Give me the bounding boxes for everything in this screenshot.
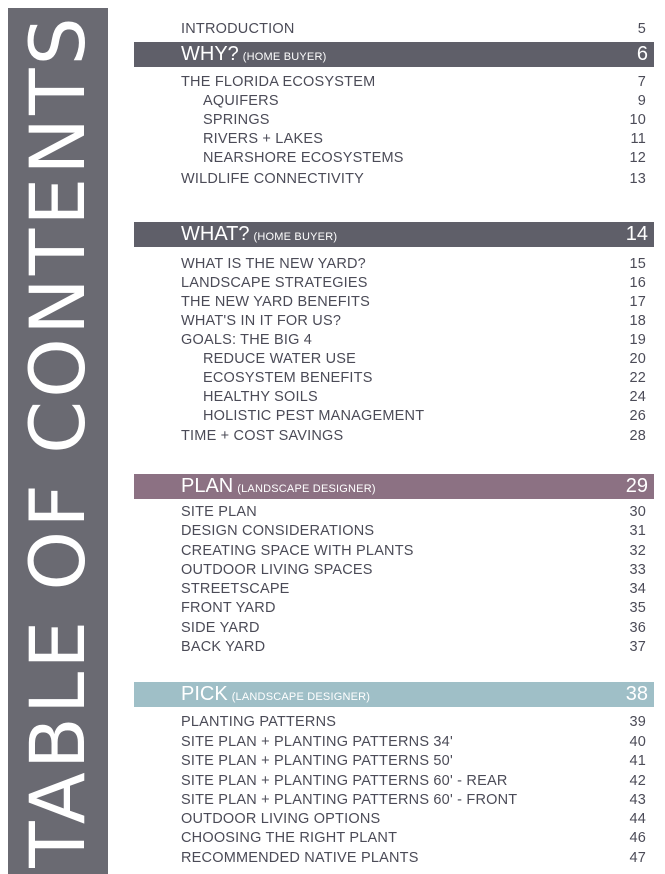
toc-entry[interactable] xyxy=(203,350,646,369)
entry-page: 9 xyxy=(637,93,646,109)
entry-page: 35 xyxy=(629,600,646,616)
entry-label: RIVERS + LAKES xyxy=(203,131,324,147)
toc-entry[interactable] xyxy=(181,580,646,599)
entry-label: DESIGN CONSIDERATIONS xyxy=(181,523,375,539)
entry-page: 24 xyxy=(629,389,646,405)
toc-entry[interactable] xyxy=(203,111,646,130)
entry-page: 37 xyxy=(629,639,646,655)
section-header-what[interactable] xyxy=(134,222,654,247)
section-page: 6 xyxy=(636,43,648,65)
toc-entry[interactable] xyxy=(181,752,646,771)
section-role: (HOME BUYER) xyxy=(253,231,338,243)
entry-page: 39 xyxy=(629,714,646,730)
entry-label: OUTDOOR LIVING OPTIONS xyxy=(181,811,381,827)
entry-label: HOLISTIC PEST MANAGEMENT xyxy=(203,408,425,424)
section-title: PLAN xyxy=(181,475,234,497)
entry-page: 31 xyxy=(629,523,646,539)
entry-page: 15 xyxy=(629,256,646,272)
entry-label: SITE PLAN xyxy=(181,504,257,520)
toc-entry[interactable] xyxy=(181,713,646,732)
toc-entry[interactable] xyxy=(181,772,646,791)
entry-page: 22 xyxy=(629,370,646,386)
entry-page: 11 xyxy=(630,131,646,147)
entry-label: ECOSYSTEM BENEFITS xyxy=(203,370,373,386)
entry-page: 28 xyxy=(629,428,646,444)
entry-label: SIDE YARD xyxy=(181,620,260,636)
entry-page: 30 xyxy=(629,504,646,520)
entry-page: 13 xyxy=(629,171,646,187)
entry-label: RECOMMENDED NATIVE PLANTS xyxy=(181,850,419,866)
entry-label: OUTDOOR LIVING SPACES xyxy=(181,562,373,578)
entry-label: NEARSHORE ECOSYSTEMS xyxy=(203,150,404,166)
entry-label: LANDSCAPE STRATEGIES xyxy=(181,275,368,291)
entry-label: CHOOSING THE RIGHT PLANT xyxy=(181,830,398,846)
toc-entry[interactable] xyxy=(181,791,646,810)
toc-entry[interactable] xyxy=(181,293,646,312)
entry-label: THE FLORIDA ECOSYSTEM xyxy=(181,74,376,90)
toc-entry[interactable] xyxy=(181,274,646,293)
entry-page: 47 xyxy=(629,850,646,866)
entry-page: 12 xyxy=(629,150,646,166)
entry-page: 34 xyxy=(629,581,646,597)
entry-label: SITE PLAN + PLANTING PATTERNS 60' - REAR xyxy=(181,773,508,789)
entry-label: SITE PLAN + PLANTING PATTERNS 34' xyxy=(181,734,453,750)
entry-page: 19 xyxy=(629,332,646,348)
entry-label: WHAT'S IN IT FOR US? xyxy=(181,313,342,329)
section-page: 38 xyxy=(625,683,648,705)
section-role: (HOME BUYER) xyxy=(242,51,327,63)
entry-label: STREETSCAPE xyxy=(181,581,290,597)
section-role: (LANDSCAPE DESIGNER) xyxy=(237,483,376,495)
toc-entry[interactable] xyxy=(181,542,646,561)
toc-entry[interactable] xyxy=(181,810,646,829)
section-page: 14 xyxy=(625,223,648,245)
section-header-pick[interactable] xyxy=(134,682,654,707)
toc-entry[interactable] xyxy=(203,130,646,149)
entry-label: THE NEW YARD BENEFITS xyxy=(181,294,370,310)
entry-label: SITE PLAN + PLANTING PATTERNS 60' - FRONT xyxy=(181,792,518,808)
entry-label: BACK YARD xyxy=(181,639,266,655)
toc-entry[interactable] xyxy=(203,369,646,388)
section-header-why[interactable] xyxy=(134,42,654,67)
entry-label: SPRINGS xyxy=(203,112,270,128)
section-title: PICK xyxy=(181,683,228,705)
toc-entry[interactable] xyxy=(181,255,646,274)
entry-label: TIME + COST SAVINGS xyxy=(181,428,344,444)
entry-page: 10 xyxy=(629,112,646,128)
entry-label: GOALS: THE BIG 4 xyxy=(181,332,313,348)
toc-entry-introduction[interactable] xyxy=(181,20,646,39)
entry-label: PLANTING PATTERNS xyxy=(181,714,337,730)
entry-page: 26 xyxy=(629,408,646,424)
entry-page: 43 xyxy=(629,792,646,808)
toc-entry[interactable] xyxy=(181,503,646,522)
entry-page: 40 xyxy=(629,734,646,750)
section-header-plan[interactable] xyxy=(134,474,654,499)
entry-page: 7 xyxy=(637,74,646,90)
entry-page: 33 xyxy=(629,562,646,578)
entry-label: HEALTHY SOILS xyxy=(203,389,318,405)
entry-page: 44 xyxy=(629,811,646,827)
toc-entry[interactable] xyxy=(203,92,646,111)
toc-entry[interactable] xyxy=(181,170,646,189)
entry-page: 32 xyxy=(629,543,646,559)
toc-entry[interactable] xyxy=(181,331,646,350)
entry-page: 5 xyxy=(637,21,646,37)
entry-page: 17 xyxy=(629,294,646,310)
toc-entry[interactable] xyxy=(181,599,646,618)
entry-label: FRONT YARD xyxy=(181,600,276,616)
entry-page: 20 xyxy=(629,351,646,367)
entry-page: 46 xyxy=(629,830,646,846)
entry-label: REDUCE WATER USE xyxy=(203,351,357,367)
entry-label: SITE PLAN + PLANTING PATTERNS 50' xyxy=(181,753,453,769)
entry-page: 41 xyxy=(629,753,646,769)
toc-entry[interactable] xyxy=(181,733,646,752)
entry-label: CREATING SPACE WITH PLANTS xyxy=(181,543,414,559)
entry-label: INTRODUCTION xyxy=(181,21,295,37)
toc-entry[interactable] xyxy=(181,619,646,638)
toc-entry[interactable] xyxy=(181,522,646,541)
toc-entry[interactable] xyxy=(181,638,646,657)
entry-label: WILDLIFE CONNECTIVITY xyxy=(181,171,365,187)
toc-entry[interactable] xyxy=(181,561,646,580)
toc-entry[interactable] xyxy=(181,312,646,331)
entry-page: 42 xyxy=(629,773,646,789)
section-title: WHAT? xyxy=(181,223,250,245)
toc-entry[interactable] xyxy=(181,849,646,868)
entry-label: AQUIFERS xyxy=(203,93,279,109)
toc-entry[interactable] xyxy=(181,829,646,848)
section-role: (LANDSCAPE DESIGNER) xyxy=(231,691,371,703)
toc-entry[interactable] xyxy=(203,388,646,407)
entry-page: 18 xyxy=(629,313,646,329)
toc-entry[interactable] xyxy=(181,73,646,92)
section-title: WHY? xyxy=(181,43,239,65)
toc-entry[interactable] xyxy=(203,149,646,168)
entry-page: 36 xyxy=(629,620,646,636)
entry-page: 16 xyxy=(629,275,646,291)
toc-entry[interactable] xyxy=(181,427,646,446)
toc-entry[interactable] xyxy=(203,407,646,426)
section-page: 29 xyxy=(625,475,648,497)
entry-label: WHAT IS THE NEW YARD? xyxy=(181,256,366,272)
spine-title: TABLE OF CONTENTS xyxy=(13,14,102,868)
